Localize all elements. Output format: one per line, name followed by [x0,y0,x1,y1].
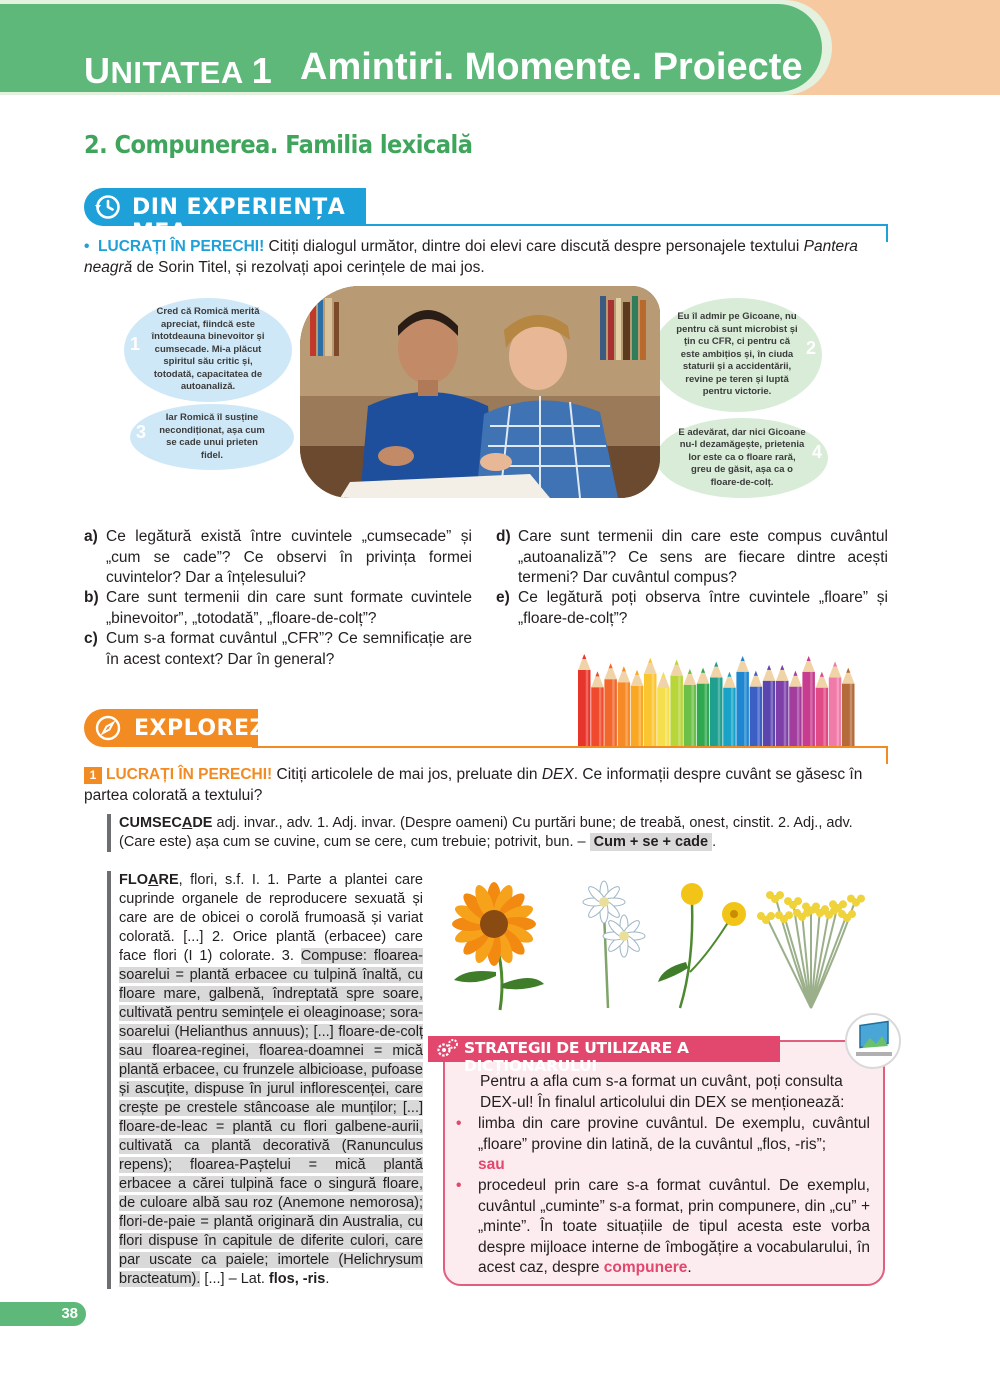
section-explore-line [252,746,888,748]
dictionary-entry-cumsecade: CUMSECADE adj. invar., adv. 1. Adj. invar. (Despre oameni) Cu purtări bune; de treabă, onest, cinstit. 2. Adj., adv. (Care este) așa cum se cuvine, cum se cere, cum trebuie; potrivit, bun. – Cum + se + cade . [107,814,887,852]
section-explore-badge [84,709,266,747]
section-experience-label: DIN EXPERIENȚA MEA [132,195,346,245]
colored-pencil [604,663,617,748]
students-photo [300,286,660,498]
question-a: a) Ce legătură există între cuvintele „cumsecade” și „cum se cade”? Ce observi în privința formei cuvintelor? Dar a înțelesului? [84,528,472,586]
sunflower-illustration [452,882,544,1010]
bullet-icon: • [84,238,99,255]
colored-pencil [684,669,697,748]
explore-task: 1 LUCRAȚI ÎN PERECHI! Citiți articolele de mai jos, preluate din DEX. Ce informații despre cuvânt se găsesc în partea colorată a textului? [84,766,863,804]
colored-pencil [723,672,736,748]
unit-label: UNITATEA 1 [84,50,273,91]
strategy-intro: Pentru a afla cum s-a format un cuvânt, poți consulta DEX-ul! În finalul articolului din DEX se menționează: [480,1073,845,1111]
page-number-badge [0,1302,86,1326]
clock-history-icon [94,193,122,221]
colored-pencil [776,665,789,748]
section-experience-badge [84,188,366,245]
buttercup-illustration [658,883,746,1008]
colored-pencil [644,658,657,748]
helichrysum-illustration [757,891,865,1008]
edelweiss-center [619,931,629,941]
bullet-icon: • [456,1177,462,1194]
compass-icon [94,714,122,742]
question-d: d) Care sunt termenii din care este compus cuvântul „autoanaliză”? Ce sens are fiecare dintre acești termeni? Dar cuvântul compus? [496,528,888,586]
helichrysum-head [767,912,775,920]
question-b: b) Care sunt termenii din care sunt formate cuvintele „binevoitor”, „totodată”, „floare-de-colț”? [84,589,472,627]
task-number-badge: 1 [84,767,102,784]
colored-pencil [578,654,591,748]
helichrysum-head [839,900,847,908]
colored-pencil [763,665,776,748]
question-e: e) Ce legătură poți observa între cuvintele „floare” și „floare-de-colț”? [496,589,888,627]
speech-bubble-4: 4 E adevărat, dar nici Gicoane nu-l dezamăgește, prietenia lor este ca o floare rară, greu de găsit, așa ca o floare-de-colț. [656,418,828,498]
colored-pencil [829,662,842,748]
colored-pencil [750,671,763,748]
colored-pencil [591,671,604,748]
speech-bubble-1: 1 Cred că Romică merită apreciat, fiindcă este întotdeauna binevoitor și cumsecade. Mi-a plăcut spiritul său critic și, totodată, capacitatea de autoanaliză. [124,298,292,402]
colored-pencil [736,656,749,748]
helichrysum-head [848,910,856,918]
colored-pencils-image [572,640,862,748]
question-c: c) Cum s-a format cuvântul „CFR”? Ce semnificație are în acest context? Dar în general? [84,630,472,668]
colored-pencil [618,666,631,748]
lesson-title: 2. Compunerea. Familia lexicală [84,130,473,159]
colored-pencil [842,668,855,748]
colored-pencil [631,670,644,748]
section-experience-line [360,224,888,226]
colored-pencil [816,672,829,748]
experience-intro: • LUCRAȚI ÎN PERECHI! Citiți dialogul următor, dintre doi elevi care discută despre personajele textului Pantera neagră de Sorin Titel, și rezolvați apoi cerințele de mai jos. [84,238,858,276]
digital-resource-icon [842,1012,904,1070]
section-explore-label: EXPLOREZ [134,716,266,741]
unit-title: Amintiri. Momente. Proiecte [300,46,803,88]
dictionary-entry-floare: FLOARE, flori, s.f. I. 1. Parte a plantei care cuprinde organele de reproducere sexuată și care are de obicei o corolă frumoasă și variat colorată. [...] 2. Orice plantă (erbacee) care face flori (I 1) colorate. 3. Compuse: floarea-soarelui = plantă erbacee cu tulpină înaltă, cu floare mare, galbenă, îndreptată spre soare, cultivată pentru semințele ei oleaginoase; sora-soarelui (Helianthus annuus); [...] floare-de-colț sau floarea-reginei, floarea-doamnei = mică plantă erbacee, cu frunzele albicioase, pufoase și ascuțite, dispuse în jurul inflorescenței, care crește pe crestele stâncoase ale munților; [...] floare-de-leac = plantă cu flori galbene-aurii, cultivată ca plantă decorativă (Ranunculus repens); floarea-Paștelui = mică plantă erbacee a cărei tulpină face o singură floare, de culoare albă sau roz (Anemone nemorosa); flori-de-paie = plantă originară din Australia, cu flori dispuse în capitule de diferite culori, care par uscate ca paiele; imortele (Helichrysum bracteatum). [...] – Lat. flos, -ris. [107,871,423,1289]
dictionary-strategy-header [428,1036,780,1075]
helichrysum-head [794,897,802,905]
page-number: 38 [61,1305,78,1322]
compounds-highlight: Compuse: floarea-soarelui = plantă erbacee cu tulpină înaltă, cu floare mare, galbenă, îndreptată spre soare, cultivată pentru semințele ei oleaginoase; sora-soarelui (Helianthus annuus); [...] floare-de-colț sau floarea-reginei, floarea-doamnei = mică plantă erbacee, cu frunzele albicioase, pufoase și ascuțite, dispuse în jurul inflorescenței, care crește pe crestele stâncoase ale munților; [...] floare-de-leac = plantă cu flori galbene-aurii, cultivată ca plantă decorativă (Ranunculus repens); floarea-Paștelui = mică plantă erbacee a cărei tulpină face o singură floare, de culoare albă sau roz (Anemone nemorosa); flori-de-paie = plantă originară din Australia, cu flori dispuse în capitule de diferite culori, care par uscate ca paiele; imortele (Helichrysum bracteatum). [119,948,424,1287]
gears-icon [436,1038,460,1060]
strategy-or-word: sau [478,1156,505,1173]
colored-pencil [789,671,802,748]
colored-pencil [710,662,723,748]
helichrysum-stem [811,911,829,1008]
helichrysum-head [857,895,865,903]
colored-pencil [670,660,683,748]
helichrysum-head [776,891,784,899]
speech-bubble-2: 2 Eu îl admir pe Gicoane, nu pentru că sunt microbist și țin cu CFR, ci pentru că este ambițios și, în ciuda staturii și a accidentării, revine pe teren și luptă pentru victorie. [652,298,822,412]
strategy-item-1: • limba din care provine cuvântul. De exemplu, cuvântul „floare” provine din latină, de la cuvântul „flos, -ris”; sau [456,1115,870,1173]
flower-illustrations [436,872,886,1012]
bullet-icon: • [456,1115,462,1132]
strategy-item-2: • procedeul prin care s-a format cuvântul. De exemplu, cuvântul „cuminte” s-a format, prin compunere, din „cu” + „minte”. În toate situațiile de tipul acesta este vorba despre mijloace interne de îmbogățire a vocabularului, în acest caz, despre compunere. [456,1177,870,1276]
edelweiss-illustration [583,881,645,1008]
helichrysum-head [785,911,793,919]
edelweiss-center [599,897,609,907]
colored-pencil [802,656,815,748]
speech-bubble-3: 3 Iar Romică îl susține necondiționat, așa cum se cade unui prieten fidel. [130,404,294,470]
dictionary-strategy-label: STRATEGII DE UTILIZARE A DICȚIONARULUI [464,1039,689,1075]
etymology-highlight: Cum + se + cade [590,833,712,851]
section-explore-line-hook [886,746,888,764]
colored-pencil [697,668,710,748]
colored-pencil [657,672,670,748]
